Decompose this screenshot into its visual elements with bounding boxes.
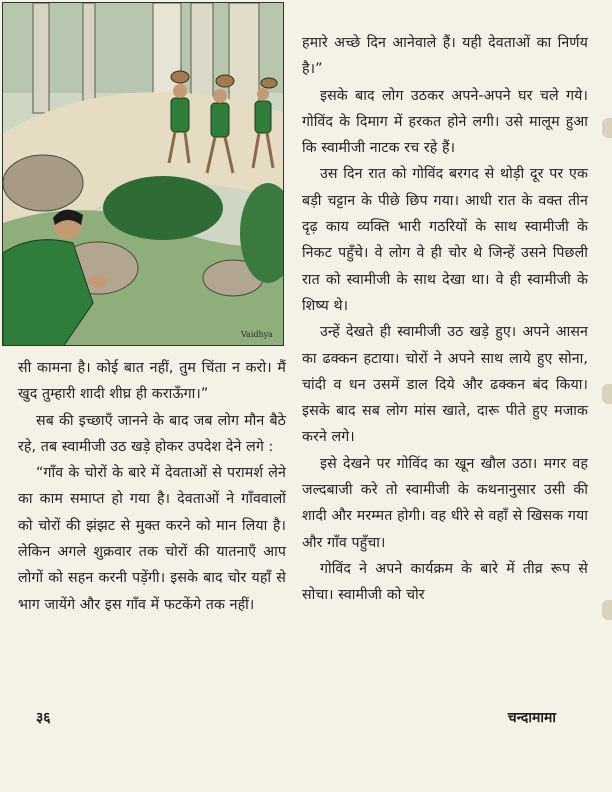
page-footer [0, 708, 612, 734]
paragraph: उन्हें देखते ही स्वामीजी उठ खड़े हुए। अपने आसन का ढक्कन हटाया। चोरों ने अपने साथ लाये हुए सोना, चांदी व धन उसमें डाल दिये और ढक्कन बंद किया। इसके बाद सब लोग मांस खाते, दारू पीते हुए मजाक करने लगे। [302, 324, 588, 446]
page-edge-mark [602, 118, 612, 138]
paragraph: इसके बाद लोग उठकर अपने-अपने घर चले गये। गोविंद के दिमाग में हरकत होने लगी। उसे मालूम हुआ कि स्वामीजी नाटक रच रहे हैं। [302, 87, 588, 157]
paragraph: “गाँव के चोरों के बारे में देवताओं से परामर्श लेने का काम समाप्त हो गया है। देवताओं ने गाँववालों को चोरों की झंझट से मुक्त करने को मान लिया है। लेकिन अगले शुक्रवार तक चोरों की यातनाएँ आप लोगों को सहन करनी पड़ेंगी। इसके बाद चोर यहाँ से भाग जायेंगे और इस गाँव में फटकेंगे तक नहीं। [18, 465, 286, 613]
page-number: ३६ [36, 710, 51, 726]
paragraph: उस दिन रात को गोविंद बरगद से थोड़ी दूर पर एक बड़ी चट्टान के पीछे छिप गया। आधी रात के वक्त तीन दृढ़ काय व्यक्ति भारी गठरियों के साथ स्वामीजी के निकट पहुँचे। वे लोग वे ही चोर थे जिन्हें उसने पिछली रात को स्वामीजी के साथ देखा था। वे ही स्वामीजी के शिष्य थे। [302, 166, 588, 314]
page-edge-mark [602, 384, 612, 404]
paragraph: सी कामना है। कोई बात नहीं, तुम चिंता न करो। मैं खुद तुम्हारी शादी शीघ्र ही कराऊँगा।” [18, 360, 286, 403]
forest-thieves-illustration [3, 3, 284, 346]
left-column [18, 355, 286, 618]
paragraph: गोविंद ने अपने कार्यक्रम के बारे में तीव्र रूप से सोचा। स्वामीजी को चोर [302, 560, 588, 604]
paragraph: इसे देखने पर गोविंद का खून खौल उठा। मगर वह जल्दबाजी करे तो स्वामीजी के कथनानुसार उसी की शादी और मरम्मत होगी। वह धीरे से वहाँ से खिसक गया और गाँव पहुँचा। [302, 455, 588, 551]
magazine-name: चन्दामामा [507, 710, 556, 726]
story-illustration [2, 2, 284, 346]
paragraph: सब की इच्छाएँ जानने के बाद जब लोग मौन बैठे रहे, तब स्वामीजी उठ खड़े होकर उपदेश देने लगे : [18, 412, 286, 455]
right-column [302, 30, 588, 609]
page-edge-mark [602, 600, 612, 620]
paragraph: हमारे अच्छे दिन आनेवाले हैं। यही देवताओं का निर्णय है।” [302, 35, 588, 78]
artist-signature: Vaidhya [241, 330, 273, 339]
